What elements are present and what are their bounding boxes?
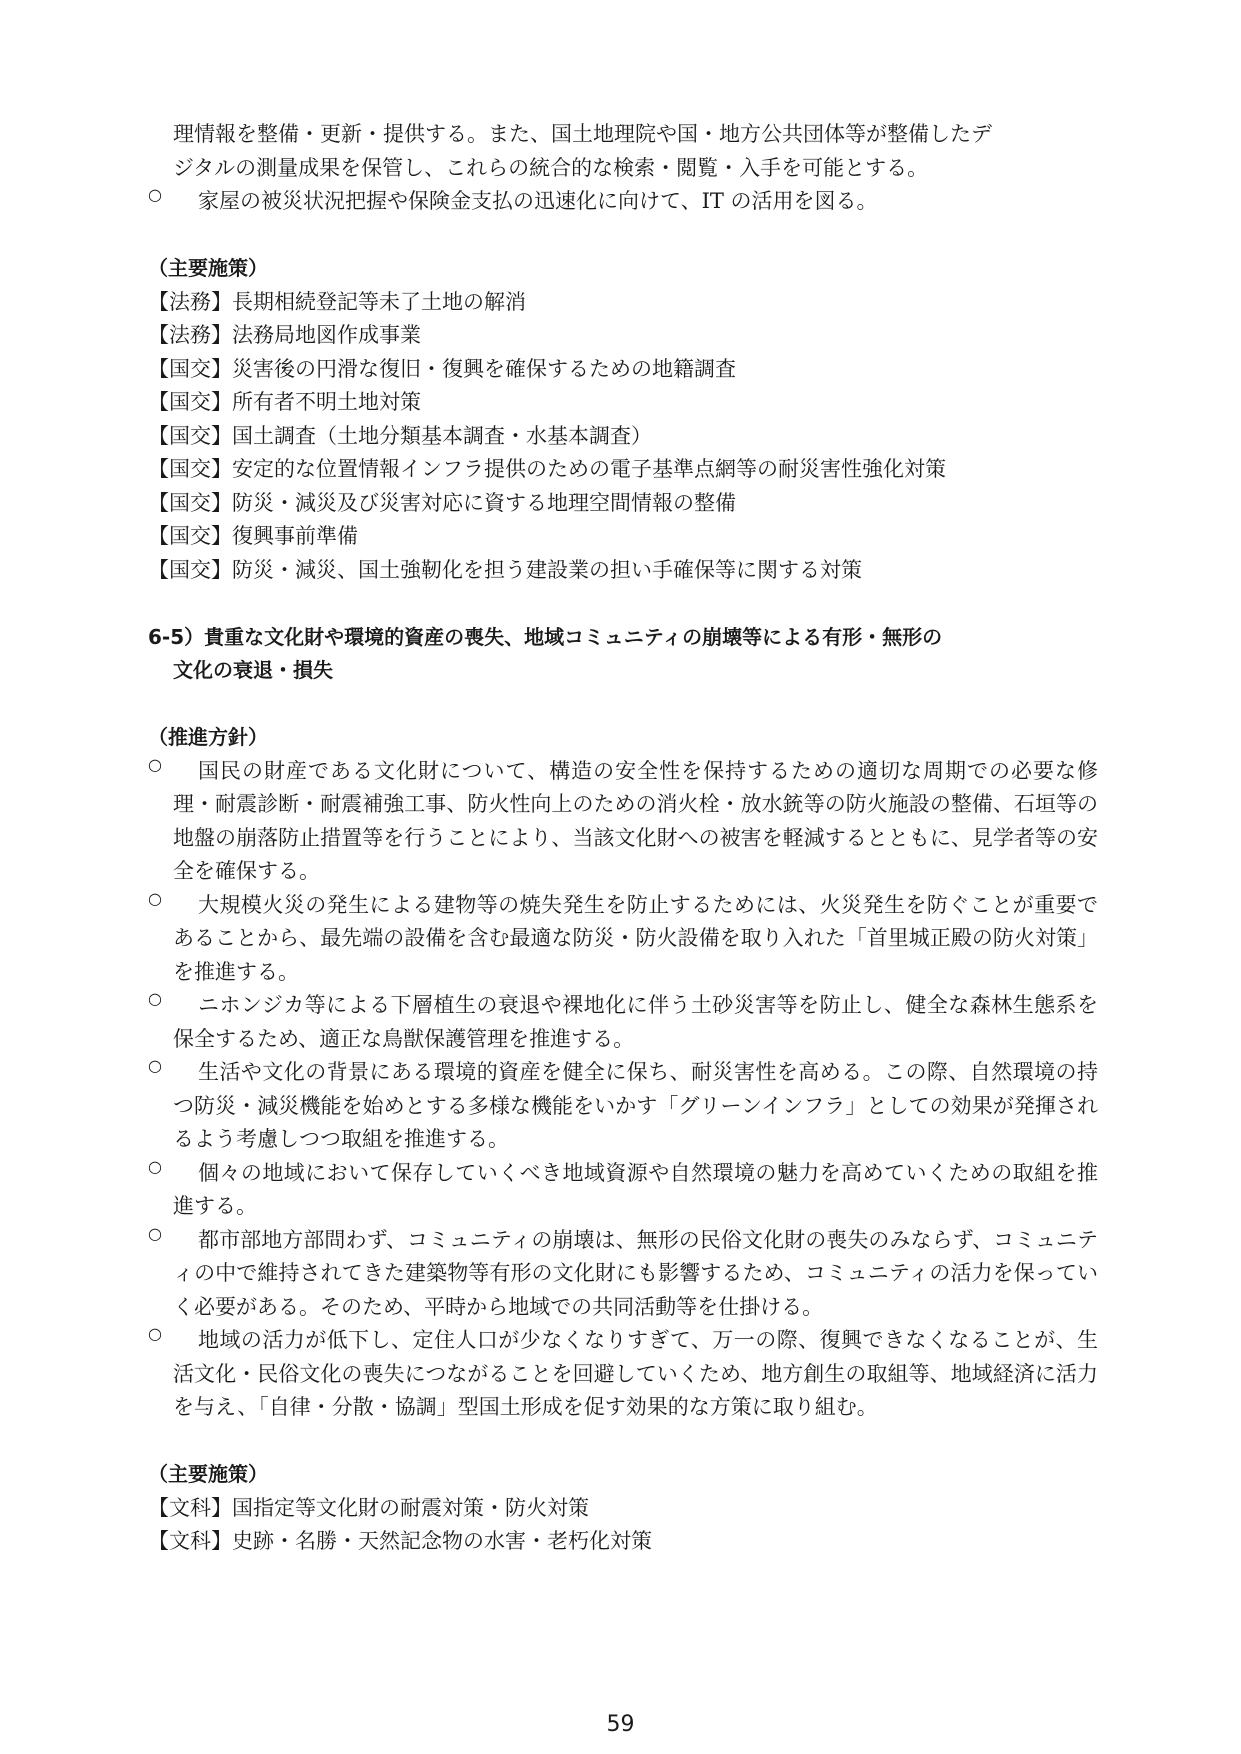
policy-heading: （推進方針） — [148, 725, 268, 749]
measures-heading: （主要施策） — [148, 1462, 268, 1486]
continued-text-line: 理情報を整備・更新・提供する。また、国土地理院や国・地方公共団体等が整備したデ — [173, 122, 992, 146]
circle-bullet-icon: ○ — [148, 888, 162, 908]
section-title-line: 6-5）貴重な文化財や環境的資産の喪失、地域コミュニティの崩壊等による有形・無形の — [148, 624, 943, 649]
bullet-text: 個々の地域において保存していくべき地域資源や自然環境の魅力を高めていくための取組を推進する。 — [173, 1160, 1098, 1218]
bullet-text: 都市部地方部問わず、コミュニティの崩壊は、無形の民俗文化財の喪失のみならず、コミュニティの中で維持されてきた建築物等有形の文化財にも影響するため、コミュニティの活力を保っていく必要がある。そのため、平時から地域での共同活動等を仕掛ける。 — [173, 1227, 1098, 1319]
bullet-text: 家屋の被災状況把握や保険金支払の迅速化に向けて、IT の活用を図る。 — [198, 189, 878, 213]
measure-item: 【国交】所有者不明土地対策 — [148, 390, 421, 414]
policy-bullet — [148, 989, 1098, 1056]
policy-bullet — [148, 889, 1098, 990]
measure-item: 【文科】国指定等文化財の耐震対策・防火対策 — [148, 1495, 589, 1520]
page-number: 59 — [606, 1712, 635, 1737]
measure-item: 【文科】史跡・名勝・天然記念物の水害・老朽化対策 — [148, 1529, 652, 1553]
measures-list — [148, 1492, 1098, 1559]
circle-bullet-icon: ○ — [148, 185, 162, 204]
measure-item: 【国交】防災・減災及び災害対応に資する地理空間情報の整備 — [148, 490, 736, 515]
measure-item: 【国交】復興事前準備 — [148, 524, 358, 548]
measure-item: 【国交】防災・減災、国土強靭化を担う建設業の担い手確保等に関する対策 — [148, 557, 862, 582]
measure-item: 【国交】国土調査（土地分類基本調査・水基本調査） — [148, 423, 652, 448]
circle-bullet-icon: ○ — [148, 754, 162, 774]
measure-item: 【国交】安定的な位置情報インフラ提供のための電子基準点網等の耐災害性強化対策 — [148, 457, 946, 481]
measure-item: 【法務】法務局地図作成事業 — [148, 323, 421, 347]
continued-text-line: ジタルの測量成果を保管し、これらの統合的な検索・閲覧・入手を可能とする。 — [173, 155, 929, 180]
measure-item: 【国交】災害後の円滑な復旧・復興を確保するための地籍調査 — [148, 356, 736, 381]
circle-bullet-icon: ○ — [148, 989, 162, 1008]
section-title — [148, 621, 1098, 688]
circle-bullet-icon: ○ — [148, 1056, 162, 1075]
measures-heading: （主要施策） — [148, 256, 268, 280]
policy-bullet — [148, 185, 1098, 219]
document-page — [148, 118, 1098, 1559]
section-title-line: 文化の衰退・損失 — [173, 658, 333, 682]
circle-bullet-icon: ○ — [148, 1223, 162, 1243]
bullet-text: 地域の活力が低下し、定住人口が少なくなりすぎて、万一の際、復興できなくなることが、生活文化・民俗文化の喪失につながることを回避していくため、地方創生の取組等、地域経済に活力を与え、「自律・分散・協調」型国土形成を促す効果的な方策に取り組む。 — [173, 1328, 1098, 1419]
policy-bullet — [148, 1056, 1098, 1157]
policy-bullet — [148, 1324, 1098, 1425]
bullet-text: 国民の財産である文化財について、構造の安全性を保持するための適切な周期での必要な修理・耐震診断・耐震補強工事、防火性向上のための消火栓・放水銃等の防火施設の整備、石垣等の地盤の崩落防止措置等を行うことにより、当該文化財への被害を軽減するとともに、見学者等の安全を確保する。 — [173, 758, 1098, 883]
bullet-text: 生活や文化の背景にある環境的資産を健全に保ち、耐災害性を高める。この際、自然環境の持つ防災・減災機能を始めとする多様な機能をいかす「グリーンインフラ」としての効果が発揮されるよう考慮しつつ取組を推進する。 — [173, 1060, 1098, 1151]
circle-bullet-icon: ○ — [148, 1324, 162, 1343]
circle-bullet-icon: ○ — [148, 1156, 162, 1176]
policy-bullet — [148, 755, 1098, 889]
bullet-text: ニホンジカ等による下層植生の衰退や裸地化に伴う土砂災害等を防止し、健全な森林生態系を保全するため、適正な鳥獣保護管理を推進する。 — [173, 993, 1098, 1051]
bullet-text: 大規模火災の発生による建物等の焼失発生を防止するためには、火災発生を防ぐことが重要であることから、最先端の設備を含む最適な防災・防火設備を取り入れた「首里城正殿の防火対策」を推進する。 — [173, 892, 1098, 984]
measure-item: 【法務】長期相続登記等未了土地の解消 — [148, 289, 526, 314]
policy-bullet — [148, 1157, 1098, 1224]
policy-bullet — [148, 1224, 1098, 1325]
measures-list — [148, 286, 1098, 588]
